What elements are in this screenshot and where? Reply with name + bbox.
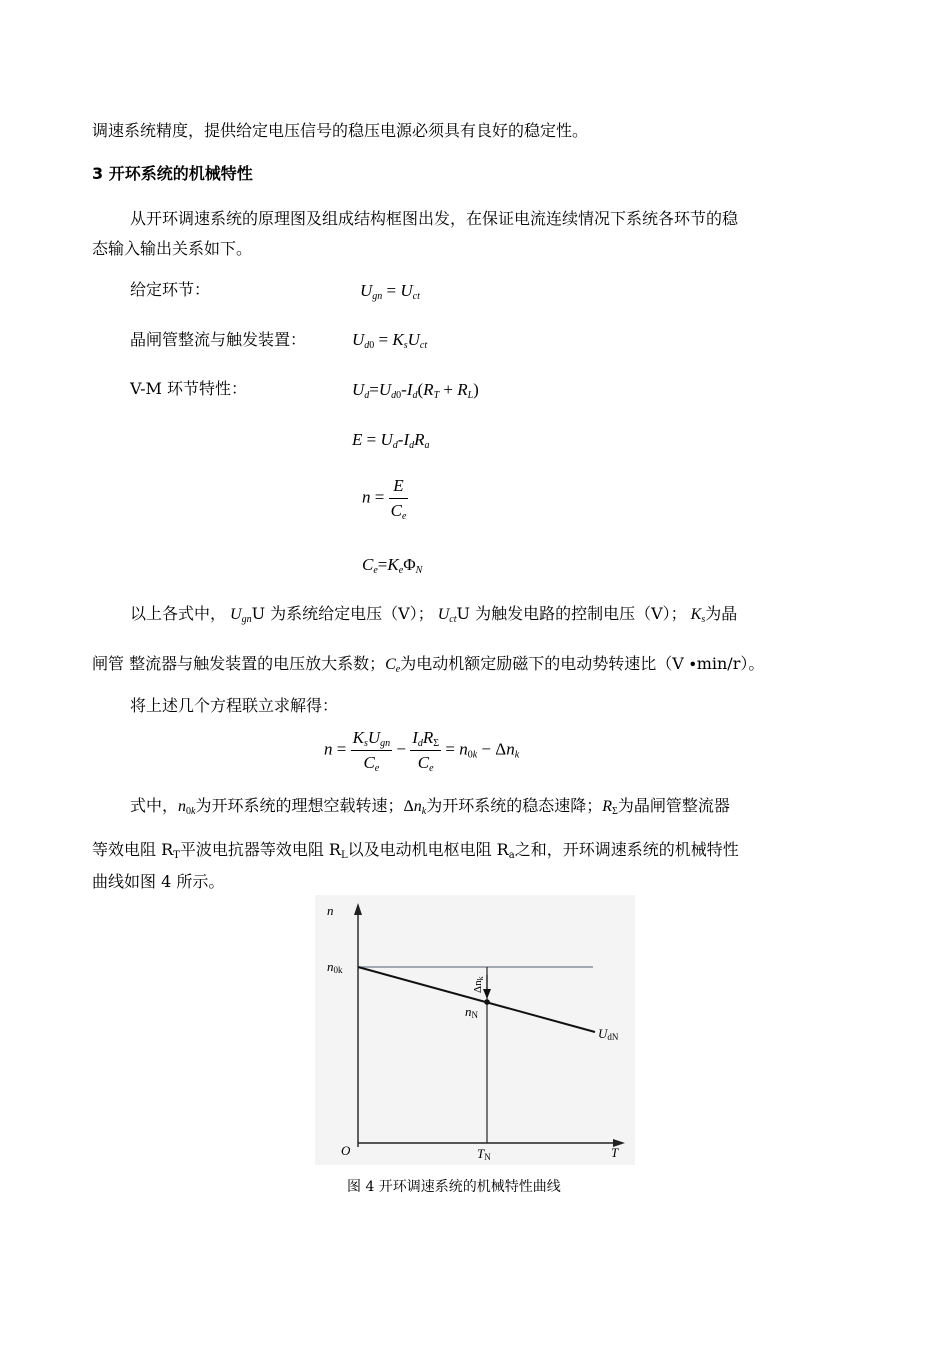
delta-nk-label: Δnk [472,976,485,993]
curve-reference-line: 曲线如图 4 所示。 [92,872,225,891]
n0k-label: n0k [327,959,343,975]
section-heading: 3 开环系统的机械特性 [92,164,253,183]
origin-label: O [341,1143,351,1158]
equation-e: $E = U_d-I_dR_a$ [352,430,430,451]
description-line-1: 以上各式中， $U_{gn}U$ 为系统给定电压（V）； $U_{ct}U$ 为触发电路的控制电压（V）； $K_s$为晶 [130,604,738,625]
equivalent-resistance-line [92,840,739,861]
eqr-b: 平波电抗器等效电阻 R [179,840,341,859]
paragraph-line-1: 调速系统精度，提供给定电压信号的稳压电源必须具有良好的稳定性。 [92,121,589,140]
desc-1a: 以上各式中， [130,604,227,623]
label-thyristor: 晶闸管整流与触发装置： [130,330,307,349]
mechanical-characteristic-figure [315,895,635,1165]
equation-ud: $U_d=U_{d0}-I_d(R_T + R_L)$ [352,380,479,401]
desc-2a: 闸管 整流器与触发装置的电压放大系数； [92,654,386,673]
equation-ce: $C_e=K_e\Phi_N$ [362,555,423,576]
tn-label: TN [477,1146,491,1162]
desc-1d: 为晶 [705,604,738,623]
figure-caption: 图 4 开环调速系统的机械特性曲线 [347,1179,561,1195]
n-axis-label: n [327,903,334,918]
eqr-a: 等效电阻 R [92,840,174,859]
desc-2b: 为电动机额定励磁下的电动势转速比（V ∙min/r）。 [400,654,765,673]
eqr-d: 之和，开环调速系统的机械特性 [514,840,739,859]
equation-ugn: $U_{gn} = U_{ct}$ [360,281,420,302]
solve-line: 将上述几个方程联立求解得： [130,696,339,715]
t-axis-label: T [611,1145,619,1160]
where-a: 式中， [130,796,179,815]
equation-ud0: $U_{d0} = K_sU_{ct}$ [352,330,428,351]
label-given-stage: 给定环节： [130,280,211,299]
where-d: 为晶闸管整流器 [617,796,730,815]
label-vm: V-M 环节特性： [130,379,247,398]
equation-n: n = $\frac{E}{C_e}$ [362,476,407,522]
desc-1b: U 为系统给定电压（V）； [251,604,434,623]
eqr-sub-t: T [173,850,180,861]
intro-line-b: 态输入输出关系如下。 [92,239,253,258]
eqr-sub-l: L [340,850,348,861]
description-line-2: 闸管 整流器与触发装置的电压放大系数；$C_e$为电动机额定励磁下的电动势转速比（V ∙min/r）。 [92,654,765,675]
udn-label: UdN [598,1026,619,1042]
intro-line-a: 从开环调速系统的原理图及组成结构框图出发，在保证电流连续情况下系统各环节的稳 [130,209,739,228]
eqr-sub-a: a [508,850,515,861]
where-c: 为开环系统的稳态速降； [426,796,603,815]
rated-point-marker [484,999,490,1005]
where-line: 式中，$n_{0k}$为开环系统的理想空载转速；$\Delta n_k$为开环系统的稳态速降；$R_\Sigma$为晶闸管整流器 [130,796,730,817]
eqr-c: 以及电动机电枢电阻 R [347,840,509,859]
equation-solution: n = $\frac{K_sU_{gn}}{C_e}$ − $\frac{I_dR_\Sigma}{C_e}$ = $n_{0k} - \Delta n_k$ [324,728,520,774]
nN-label: nN [465,1004,478,1020]
where-b: 为开环系统的理想空载转速； [195,796,404,815]
desc-1c: U 为触发电路的控制电压（V）； [456,604,687,623]
